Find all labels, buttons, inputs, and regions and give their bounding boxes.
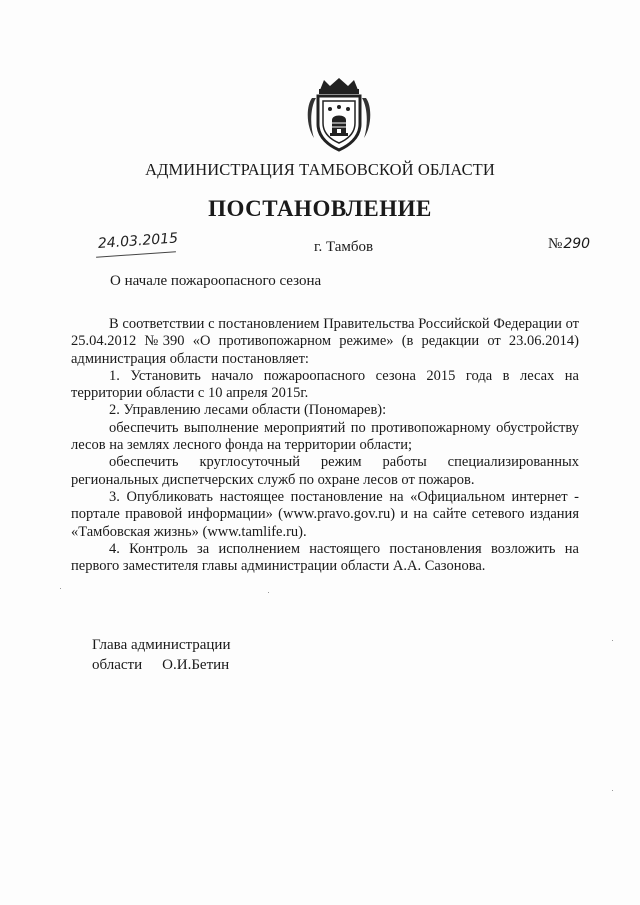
- document-type-title: ПОСТАНОВЛЕНИЕ: [208, 196, 432, 221]
- body-paragraph-item-4: 4. Контроль за исполнением настоящего постановления возложить на первого заместителя главы администрации области А.А. Сазонова.: [71, 540, 579, 575]
- scan-speck: [612, 640, 613, 641]
- body-paragraph-item-2a: обеспечить выполнение мероприятий по противопожарному обустройству лесов на землях лесного фонда на территории области;: [71, 419, 579, 454]
- document-subject: О начале пожароопасного сезона: [110, 273, 322, 289]
- document-city: г. Тамбов: [314, 239, 374, 255]
- number-prefix: №: [548, 236, 563, 252]
- body-paragraph-item-2b: обеспечить круглосуточный режим работы специализированных региональных диспетчерских служб по охране лесов от пожаров.: [71, 454, 579, 488]
- body-paragraph-preamble: В соответствии с постановлением Правительства Российской Федерации от 25.04.2012 №390 «О противопожарном режиме» (в редакции от 23.06.2014) администрация области постановляет:: [71, 316, 579, 367]
- scan-speck: [268, 592, 269, 593]
- document-number: [548, 236, 590, 253]
- document-body: [71, 316, 579, 575]
- signature-name: О.И.Бетин: [162, 657, 230, 673]
- signature-role-line1: Глава администрации: [92, 637, 231, 653]
- signature-role-line2: области: [92, 657, 143, 673]
- body-paragraph-item-1: 1. Установить начало пожароопасного сезона 2015 года в лесах на территории области с 10 апреля 2015г.: [71, 367, 579, 402]
- scan-speck: [612, 790, 613, 791]
- document-date: 24.03.2015: [97, 230, 179, 252]
- coat-of-arms-tambov-icon: [302, 76, 376, 152]
- signature-block: [92, 635, 230, 675]
- body-paragraph-item-2: 2. Управлению лесами области (Пономарев):: [109, 402, 387, 419]
- scan-speck: [60, 588, 61, 589]
- body-paragraph-item-3: 3. Опубликовать настоящее постановление на «Официальном интернет - портале правовой информации» (www.pravo.gov.ru) и на сайте сетевого издания «Тамбовская жизнь» (www.tamlife.ru).: [71, 488, 579, 540]
- number-value: 290: [563, 236, 591, 252]
- date-underline: [96, 251, 176, 258]
- organization-name: АДМИНИСТРАЦИЯ ТАМБОВСКОЙ ОБЛАСТИ: [145, 160, 495, 179]
